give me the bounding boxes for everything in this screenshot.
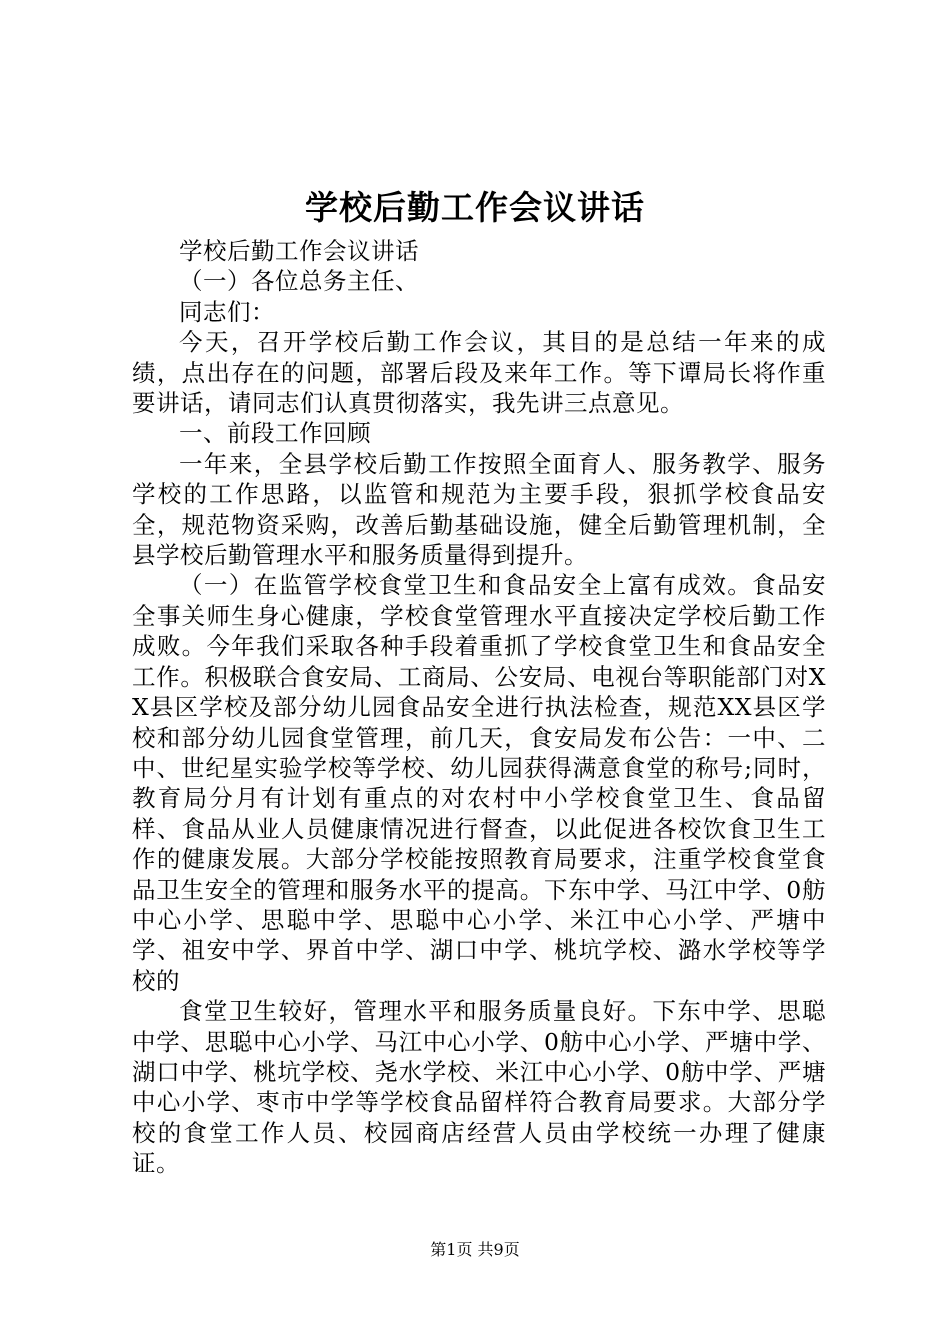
section-heading: 一、前段工作回顾 (179, 419, 371, 448)
paragraph-canteen: 食堂卫生较好，管理水平和服务质量良好。下东中学、思聪中学、思聪中心小学、马江中心小学、0舫中心小学、严塘中学、湖口中学、桃坑学校、尧水学校、米江中心小学、0舫中学、严塘中心小学、枣市中学等学校食品留样符合教育局要求。大部分学校的食堂工作人员、校园商店经营人员由学校统一办理了健康证。 (132, 997, 826, 1178)
paragraph-intro: 今天，召开学校后勤工作会议，其目的是总结一年来的成绩，点出存在的问题，部署后段及来年工作。等下谭局长将作重要讲话，请同志们认真贯彻落实，我先讲三点意见。 (132, 328, 826, 418)
document-title: 学校后勤工作会议讲话 (305, 188, 645, 227)
paragraph-review: 一年来，全县学校后勤工作按照全面育人、服务教学、服务学校的工作思路，以监管和规范为主要手段，狠抓学校食品安全，规范物资采购，改善后勤基础设施，健全后勤管理机制，全县学校后勤管理水平和服务质量得到提升。 (132, 449, 826, 570)
paragraph-salutation-1: （一）各位总务主任、 (179, 267, 419, 296)
page-footer: 第1页 共9页 (430, 1240, 520, 1259)
paragraph-food-safety: （一）在监管学校食堂卫生和食品安全上富有成效。食品安全事关师生身心健康，学校食堂管理水平直接决定学校后勤工作成败。今年我们采取各种手段着重抓了学校食堂卫生和食品安全工作。积极联合食安局、工商局、公安局、电视台等职能部门对XX县区学校及部分幼儿园食品安全进行执法检查，规范XX县区学校和部分幼儿园食堂管理，前几天，食安局发布公告：一中、二中、世纪星实验学校等学校、幼儿园获得满意食堂的称号;同时，教育局分月有计划有重点的对农村中小学校食堂卫生、食品留样、食品从业人员健康情况进行督查，以此促进各校饮食卫生工作的健康发展。大部分学校能按照教育局要求，注重学校食堂食品卫生安全的管理和服务水平的提高。下东中学、马江中学、0舫中心小学、思聪中学、思聪中心小学、米江中心小学、严塘中学、祖安中学、界首中学、湖口中学、桃坑学校、潞水学校等学校的 (132, 571, 826, 995)
document-body (132, 236, 826, 1179)
paragraph-salutation-2: 同志们： (179, 297, 275, 326)
paragraph-heading-repeat: 学校后勤工作会议讲话 (179, 237, 419, 265)
